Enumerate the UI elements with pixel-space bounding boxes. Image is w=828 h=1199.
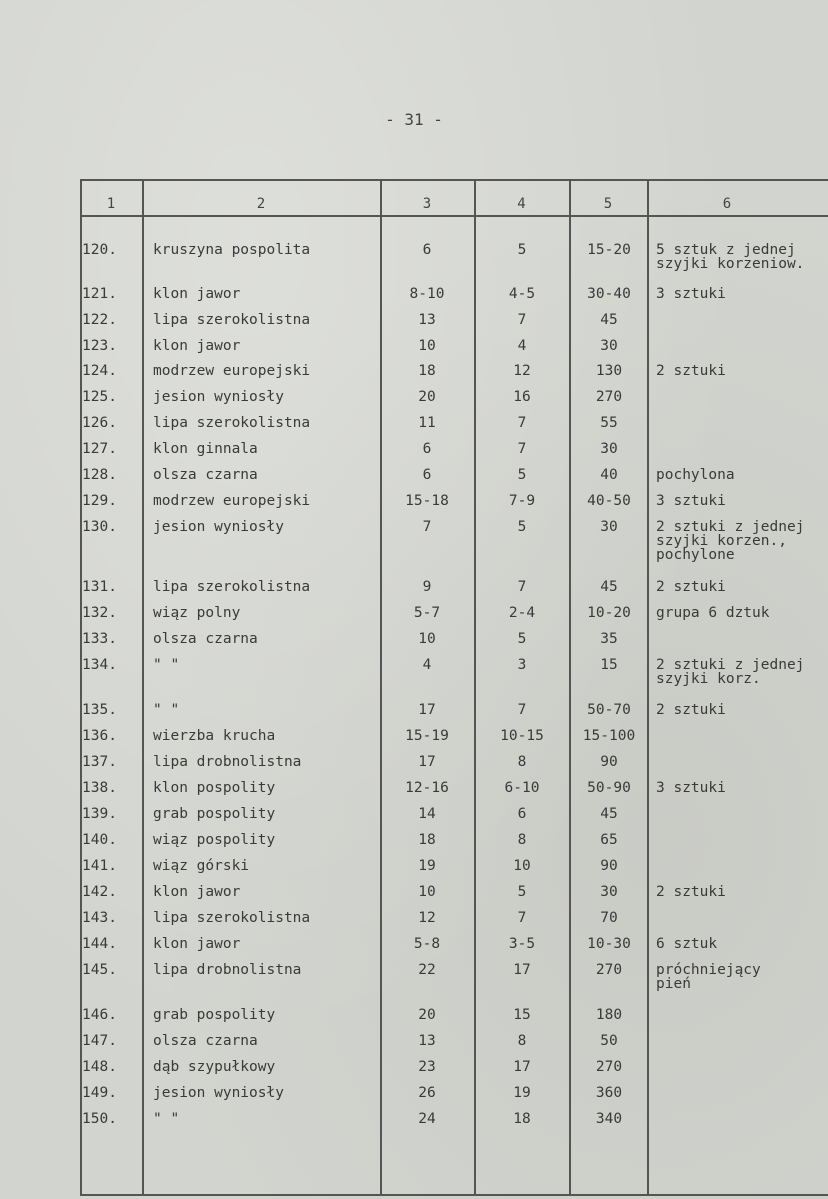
- tree-species: " ": [153, 657, 180, 673]
- col4-value: 3-5: [508, 936, 536, 952]
- col3-value: 20: [418, 1007, 436, 1023]
- col4-value: 7: [517, 702, 527, 718]
- col4-value: 7-9: [508, 493, 536, 509]
- row-number: 145.: [82, 962, 117, 978]
- col3-value: 24: [418, 1111, 436, 1127]
- col4-value: 5: [517, 519, 527, 535]
- col3-value: 4: [422, 657, 432, 673]
- col5-value: 180: [595, 1007, 623, 1023]
- col5-value: 30-40: [587, 286, 631, 302]
- tree-species: wierzba krucha: [153, 728, 276, 744]
- remarks-line: 2 sztuki: [656, 702, 726, 718]
- row-number: 135.: [82, 702, 117, 718]
- col4-value: 7: [517, 415, 527, 431]
- col4-value: 7: [517, 910, 527, 926]
- col5-value: 45: [600, 312, 618, 328]
- remarks-line: szyjki korz.: [656, 671, 761, 687]
- col3-value: 6: [422, 441, 432, 457]
- remarks-line: pochylone: [656, 547, 735, 563]
- row-number: 139.: [82, 806, 117, 822]
- col3-value: 5-7: [413, 605, 441, 621]
- col4-value: 5: [517, 242, 527, 258]
- tree-species: modrzew europejski: [153, 363, 311, 379]
- col5-value: 70: [600, 910, 618, 926]
- col3-value: 12: [418, 910, 436, 926]
- col5-value: 15-20: [587, 242, 631, 258]
- row-number: 134.: [82, 657, 117, 673]
- tree-species: klon jawor: [153, 884, 241, 900]
- col3-value: 18: [418, 363, 436, 379]
- remarks: [656, 606, 770, 620]
- tree-species: " ": [153, 1111, 180, 1127]
- row-number: 147.: [82, 1033, 117, 1049]
- tree-species: jesion wyniosły: [153, 519, 284, 535]
- tree-species: " ": [153, 702, 180, 718]
- tree-species: klon ginnala: [153, 441, 258, 457]
- col5-value: 65: [600, 832, 618, 848]
- col5-value: 30: [600, 519, 618, 535]
- remarks-line: 6 sztuk: [656, 936, 718, 952]
- remarks-line: 2 sztuki: [656, 884, 726, 900]
- col3-value: 19: [418, 858, 436, 874]
- col4-value: 4-5: [508, 286, 536, 302]
- col3-value: 8-10: [409, 286, 445, 302]
- tree-species: grab pospolity: [153, 806, 276, 822]
- col5-value: 270: [595, 1059, 623, 1075]
- col4-value: 5: [517, 631, 527, 647]
- row-number: 148.: [82, 1059, 117, 1075]
- tree-species: lipa drobnolistna: [153, 962, 302, 978]
- col3-value: 11: [418, 415, 436, 431]
- remarks-line: 3 sztuki: [656, 286, 726, 302]
- col5-value: 270: [595, 389, 623, 405]
- col3-value: 15-19: [405, 728, 449, 744]
- row-number: 146.: [82, 1007, 117, 1023]
- header-col-5: 5: [603, 196, 613, 212]
- col5-value: 340: [595, 1111, 623, 1127]
- col3-value: 15-18: [405, 493, 449, 509]
- col5-value: 10-20: [587, 605, 631, 621]
- header-col-2: 2: [256, 196, 266, 212]
- tree-species: modrzew europejski: [153, 493, 311, 509]
- col5-value: 270: [595, 962, 623, 978]
- remarks: [656, 658, 804, 686]
- tree-species: wiąz górski: [153, 858, 250, 874]
- tree-species: klon jawor: [153, 936, 241, 952]
- remarks: [656, 703, 726, 717]
- tree-species: wiąz polny: [153, 605, 241, 621]
- remarks-line: szyjki korzeniow.: [656, 256, 805, 272]
- page-number: - 31 -: [385, 110, 443, 129]
- col5-value: 40: [600, 467, 618, 483]
- col5-value: 90: [600, 754, 618, 770]
- col5-value: 30: [600, 441, 618, 457]
- remarks: [656, 580, 726, 594]
- col3-value: 12-16: [405, 780, 449, 796]
- col4-value: 5: [517, 467, 527, 483]
- col-divider-1: [142, 179, 144, 1195]
- col3-value: 13: [418, 1033, 436, 1049]
- remarks-line: 3 sztuki: [656, 493, 726, 509]
- header-rule: [80, 215, 828, 217]
- tree-species: kruszyna pospolita: [153, 242, 311, 258]
- remarks: [656, 520, 804, 562]
- remarks-line: szyjki korzen.,: [656, 533, 787, 549]
- col3-value: 10: [418, 884, 436, 900]
- row-number: 126.: [82, 415, 117, 431]
- col4-value: 10: [513, 858, 531, 874]
- tree-species: olsza czarna: [153, 631, 258, 647]
- col4-value: 8: [517, 1033, 527, 1049]
- col4-value: 7: [517, 441, 527, 457]
- col3-value: 14: [418, 806, 436, 822]
- header-col-4: 4: [517, 196, 526, 212]
- col4-value: 7: [517, 579, 527, 595]
- col4-value: 17: [513, 962, 531, 978]
- col3-value: 20: [418, 389, 436, 405]
- col4-value: 4: [517, 338, 527, 354]
- col3-value: 9: [422, 579, 432, 595]
- remarks: [656, 963, 761, 991]
- row-number: 150.: [82, 1111, 117, 1127]
- row-number: 122.: [82, 312, 117, 328]
- tree-species: grab pospolity: [153, 1007, 276, 1023]
- col5-value: 15: [600, 657, 618, 673]
- remarks-line: 2 sztuki z jednej: [656, 519, 805, 535]
- remarks: [656, 364, 726, 378]
- row-number: 127.: [82, 441, 117, 457]
- col3-value: 6: [422, 242, 432, 258]
- row-number: 133.: [82, 631, 117, 647]
- tree-species: klon jawor: [153, 286, 241, 302]
- col5-value: 130: [595, 363, 623, 379]
- remarks-line: 2 sztuki z jednej: [656, 657, 805, 673]
- col4-value: 10-15: [500, 728, 544, 744]
- col3-value: 26: [418, 1085, 436, 1101]
- col5-value: 360: [595, 1085, 623, 1101]
- row-number: 130.: [82, 519, 117, 535]
- col4-value: 3: [517, 657, 527, 673]
- header-col-6: 6: [722, 196, 732, 212]
- col5-value: 45: [600, 806, 618, 822]
- row-number: 143.: [82, 910, 117, 926]
- col5-value: 55: [600, 415, 618, 431]
- remarks: [656, 468, 735, 482]
- tree-species: lipa szerokolistna: [153, 579, 311, 595]
- table-bottom-rule: [80, 1194, 828, 1196]
- col5-value: 50-90: [587, 780, 631, 796]
- tree-species: olsza czarna: [153, 1033, 258, 1049]
- col5-value: 15-100: [582, 728, 636, 744]
- col4-value: 16: [513, 389, 531, 405]
- col3-value: 17: [418, 702, 436, 718]
- col3-value: 6: [422, 467, 432, 483]
- row-number: 141.: [82, 858, 117, 874]
- col4-value: 8: [517, 754, 527, 770]
- remarks: [656, 243, 804, 271]
- row-number: 124.: [82, 363, 117, 379]
- col5-value: 90: [600, 858, 618, 874]
- tree-species: lipa szerokolistna: [153, 910, 311, 926]
- col5-value: 10-30: [587, 936, 631, 952]
- col3-value: 13: [418, 312, 436, 328]
- col4-value: 19: [513, 1085, 531, 1101]
- tree-species: klon pospolity: [153, 780, 276, 796]
- header-col-1: 1: [106, 196, 116, 212]
- row-number: 129.: [82, 493, 117, 509]
- row-number: 144.: [82, 936, 117, 952]
- tree-species: lipa drobnolistna: [153, 754, 302, 770]
- header-col-3: 3: [422, 196, 432, 212]
- col4-value: 15: [513, 1007, 531, 1023]
- remarks-line: grupa 6 dztuk: [656, 605, 770, 621]
- col5-value: 30: [600, 884, 618, 900]
- col5-value: 50-70: [587, 702, 631, 718]
- col4-value: 6-10: [504, 780, 540, 796]
- col5-value: 30: [600, 338, 618, 354]
- row-number: 125.: [82, 389, 117, 405]
- remarks-line: próchniejący: [656, 962, 761, 978]
- col4-value: 8: [517, 832, 527, 848]
- table-top-rule: [80, 179, 828, 181]
- tree-species: jesion wyniosły: [153, 389, 284, 405]
- row-number: 140.: [82, 832, 117, 848]
- row-number: 138.: [82, 780, 117, 796]
- row-number: 120.: [82, 242, 117, 258]
- col3-value: 7: [422, 519, 432, 535]
- col4-value: 5: [517, 884, 527, 900]
- tree-species: dąb szypułkowy: [153, 1059, 276, 1075]
- tree-species: lipa szerokolistna: [153, 415, 311, 431]
- remarks-line: pień: [656, 976, 691, 992]
- row-number: 131.: [82, 579, 117, 595]
- col5-value: 50: [600, 1033, 618, 1049]
- tree-species: jesion wyniosły: [153, 1085, 284, 1101]
- remarks-line: 3 sztuki: [656, 780, 726, 796]
- col3-value: 22: [418, 962, 436, 978]
- remarks: [656, 287, 726, 301]
- row-number: 123.: [82, 338, 117, 354]
- col4-value: 17: [513, 1059, 531, 1075]
- col4-value: 18: [513, 1111, 531, 1127]
- col4-value: 7: [517, 312, 527, 328]
- col3-value: 10: [418, 338, 436, 354]
- remarks-line: 2 sztuki: [656, 579, 726, 595]
- row-number: 142.: [82, 884, 117, 900]
- remarks-line: pochylona: [656, 467, 735, 483]
- col4-value: 6: [517, 806, 527, 822]
- remarks: [656, 937, 717, 951]
- col5-value: 45: [600, 579, 618, 595]
- remarks: [656, 885, 726, 899]
- tree-species: klon jawor: [153, 338, 241, 354]
- row-number: 128.: [82, 467, 117, 483]
- tree-species: lipa szerokolistna: [153, 312, 311, 328]
- col5-value: 40-50: [587, 493, 631, 509]
- row-number: 121.: [82, 286, 117, 302]
- tree-species: olsza czarna: [153, 467, 258, 483]
- remarks-line: 2 sztuki: [656, 363, 726, 379]
- col4-value: 12: [513, 363, 531, 379]
- col4-value: 2-4: [508, 605, 536, 621]
- col3-value: 18: [418, 832, 436, 848]
- row-number: 137.: [82, 754, 117, 770]
- col3-value: 5-8: [413, 936, 441, 952]
- col3-value: 10: [418, 631, 436, 647]
- remarks-line: 5 sztuk z jednej: [656, 242, 796, 258]
- row-number: 132.: [82, 605, 117, 621]
- col3-value: 23: [418, 1059, 436, 1075]
- remarks: [656, 494, 726, 508]
- row-number: 136.: [82, 728, 117, 744]
- col5-value: 35: [600, 631, 618, 647]
- tree-species: wiąz pospolity: [153, 832, 276, 848]
- col3-value: 17: [418, 754, 436, 770]
- remarks: [656, 781, 726, 795]
- row-number: 149.: [82, 1085, 117, 1101]
